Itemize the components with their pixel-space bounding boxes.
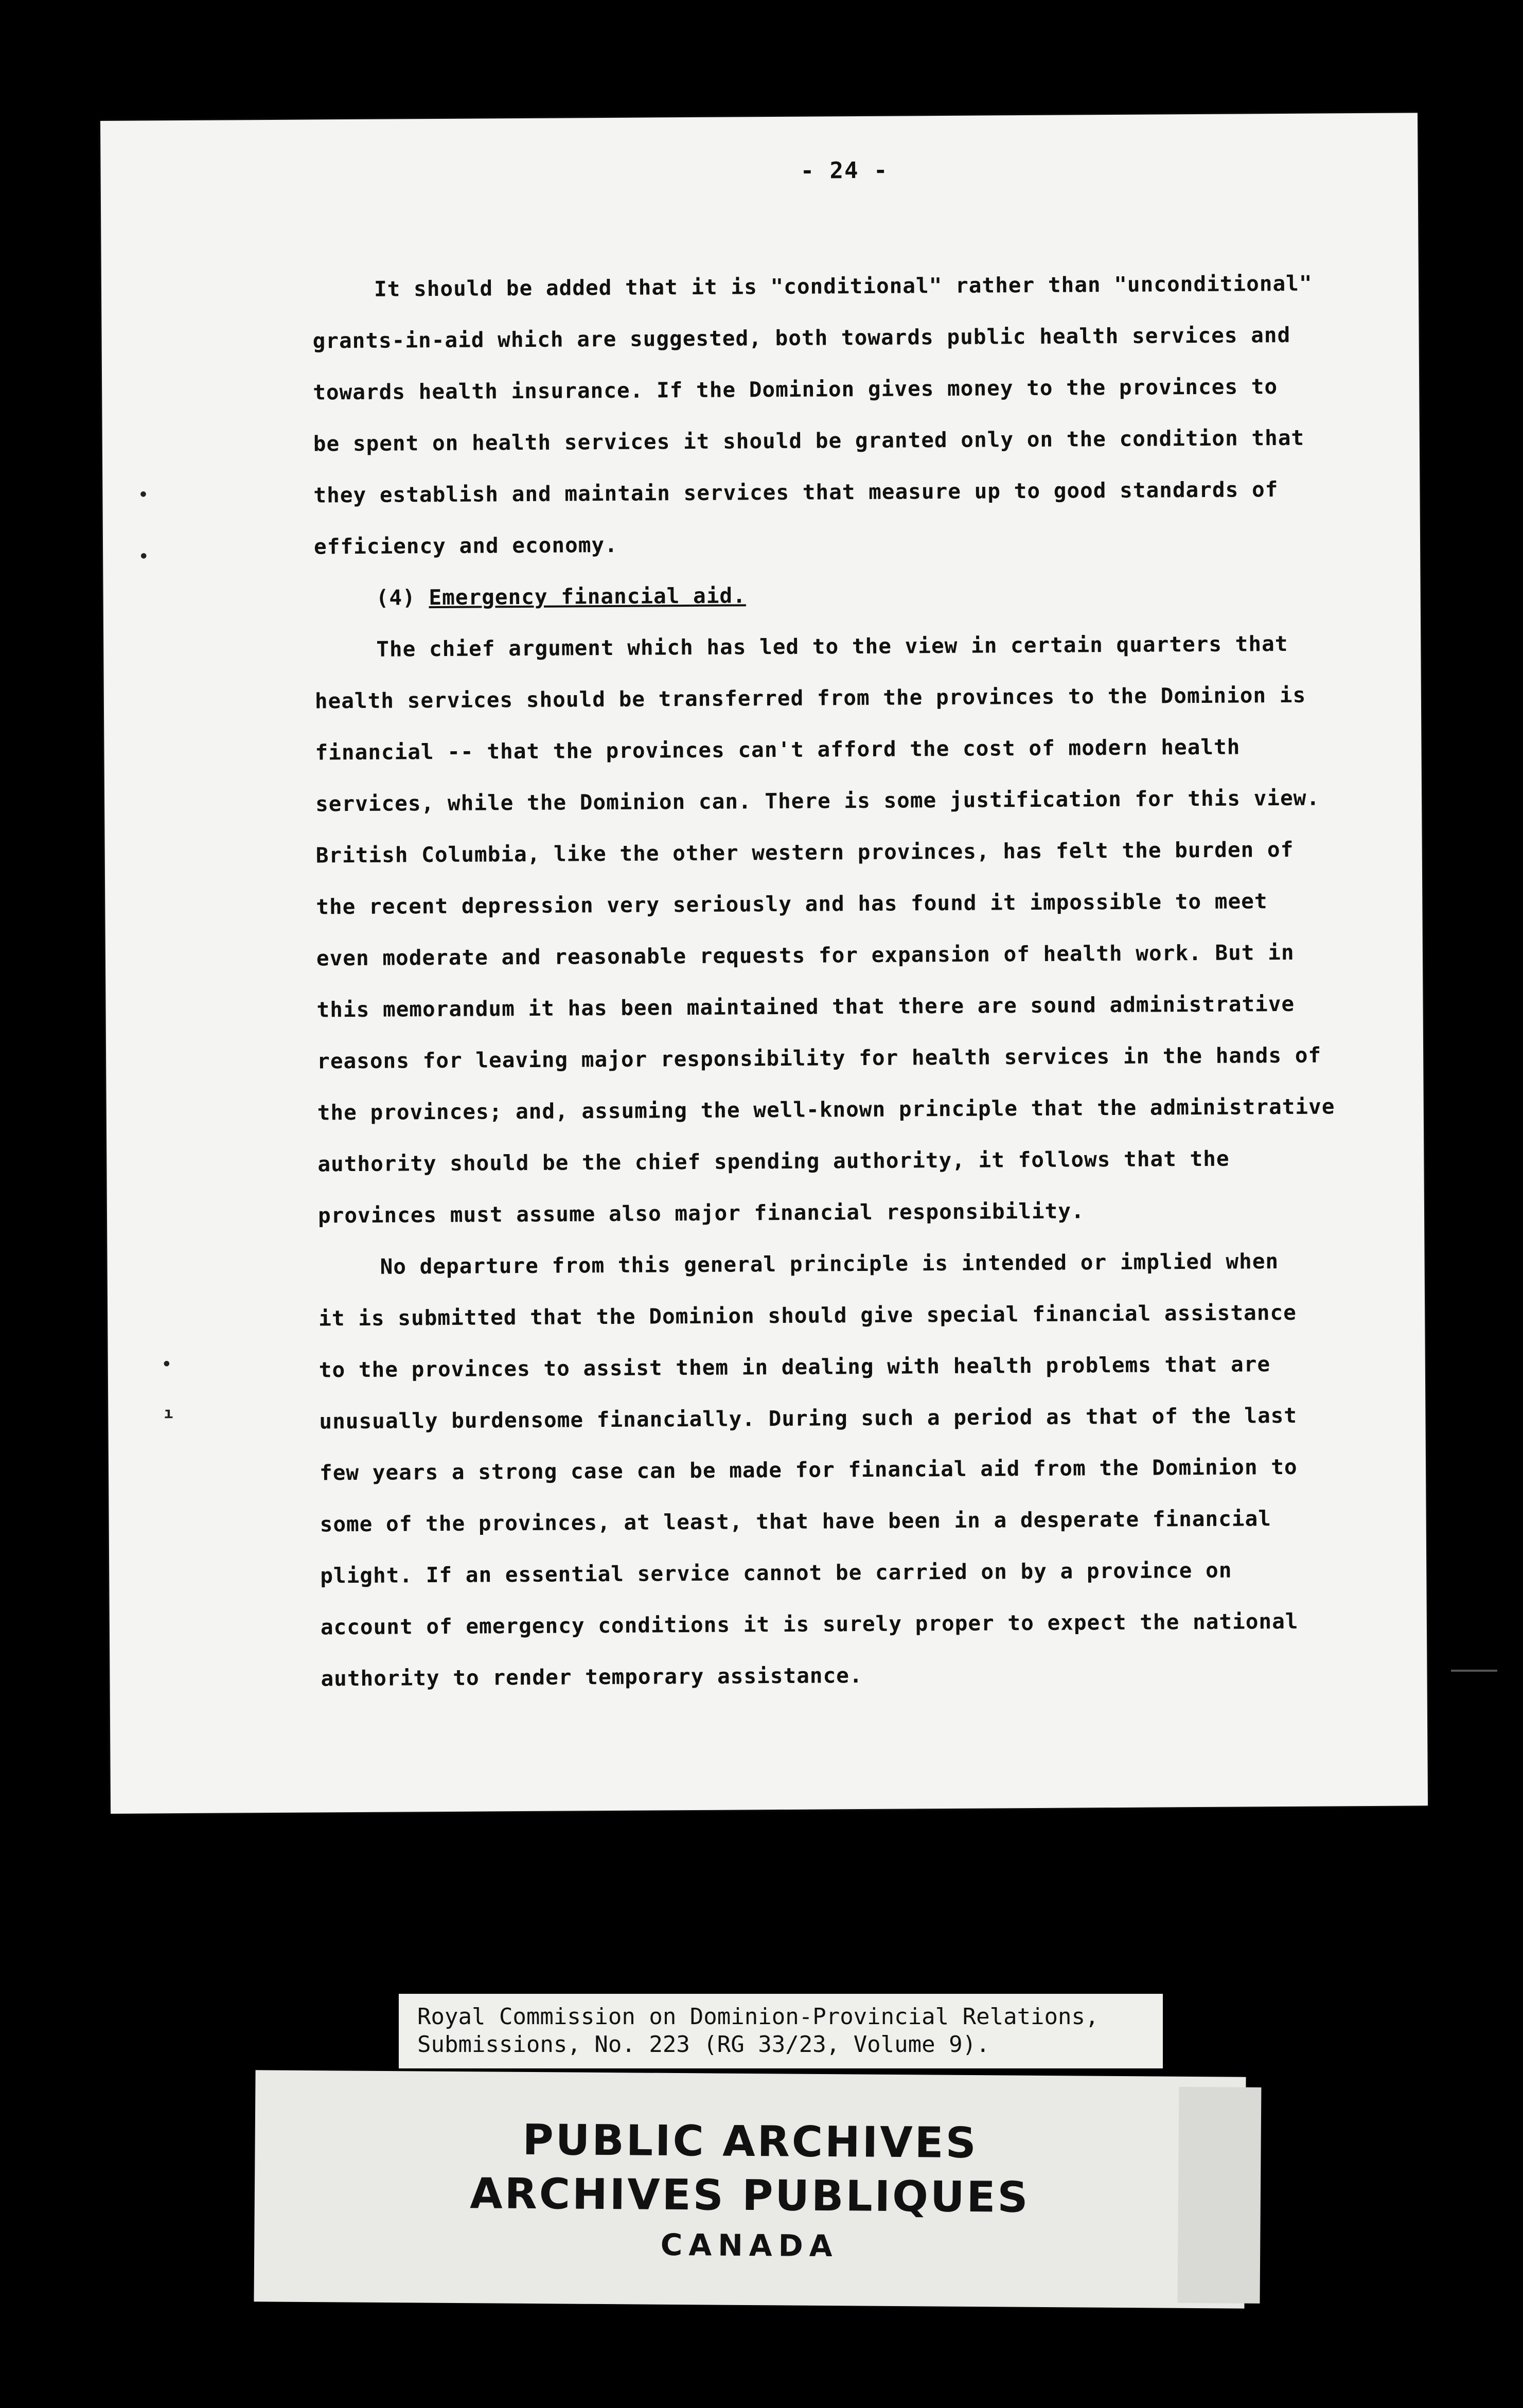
stamp-line: CANADA — [660, 2227, 839, 2264]
caption-line: Royal Commission on Dominion-Provincial Relations, — [417, 2004, 1099, 2030]
text-line: unusually burdensome financially. During such a period as that of the last — [319, 1403, 1298, 1434]
text-line: the provinces; and, assuming the well-known principle that the administrative — [317, 1094, 1335, 1125]
section-number: (4) — [376, 585, 429, 610]
text-line: this memorandum it has been maintained that there are sound administrative — [316, 991, 1295, 1022]
margin-mark: ı — [164, 1404, 173, 1423]
text-line: reasons for leaving major responsibility for health services in the hands of — [317, 1042, 1322, 1074]
text-line: plight. If an essential service cannot be carried on by a province on — [320, 1557, 1232, 1588]
section-heading — [314, 566, 1364, 624]
text-line: grants-in-aid which are suggested, both towards public health services and — [312, 322, 1291, 353]
text-line: it is submitted that the Dominion should give special financial assistance — [318, 1300, 1297, 1331]
text-line: even moderate and reasonable requests for expansion of health work. But in — [316, 940, 1295, 971]
stamp-line: ARCHIVES PUBLIQUES — [469, 2169, 1030, 2222]
margin-dot: • — [138, 486, 148, 504]
text-line: authority should be the chief spending authority, it follows that the — [317, 1146, 1230, 1177]
text-line: It should be added that it is "conditional" rather than "unconditional" — [374, 271, 1313, 302]
text-line: services, while the Dominion can. There is some justification for this view. — [315, 785, 1320, 817]
text-line: No departure from this general principle is intended or implied when — [380, 1249, 1279, 1279]
text-line: financial -- that the provinces can't afford the cost of modern health — [315, 734, 1241, 765]
text-line: some of the provinces, at least, that have been in a desperate financial — [320, 1506, 1272, 1537]
text-line: they establish and maintain services that measure up to good standards of — [313, 477, 1279, 508]
stamp-line: PUBLIC ARCHIVES — [522, 2115, 979, 2168]
margin-dot: • — [139, 547, 149, 566]
text-line: British Columbia, like the other western provinces, has felt the burden of — [315, 837, 1294, 868]
text-line: few years a strong case can be made for financial aid from the Dominion to — [319, 1454, 1298, 1485]
text-line: The chief argument which has led to the view in certain quarters that — [376, 631, 1288, 662]
film-scratch — [1451, 1670, 1497, 1672]
text-line: account of emergency conditions it is surely proper to expect the national — [320, 1608, 1299, 1640]
caption-line: Submissions, No. 223 (RG 33/23, Volume 9). — [417, 2031, 990, 2058]
text-line: authority to render temporary assistance. — [321, 1663, 863, 1691]
document-page — [100, 113, 1428, 1814]
text-line: provinces must assume also major financial responsibility. — [317, 1198, 1085, 1228]
margin-dot: • — [162, 1355, 171, 1374]
text-line: towards health insurance. If the Dominion gives money to the provinces to — [313, 374, 1278, 405]
archive-caption — [399, 1994, 1163, 2068]
document-body — [312, 257, 1371, 1704]
text-line: be spent on health services it should be granted only on the condition that — [313, 425, 1305, 456]
text-line: to the provinces to assist them in dealing with health problems that are — [318, 1352, 1271, 1383]
text-line: the recent depression very seriously and has found it impossible to meet — [316, 889, 1268, 919]
page-number: - 24 - — [800, 157, 889, 184]
text-line: health services should be transferred from the provinces to the Dominion is — [314, 682, 1306, 714]
archives-stamp — [254, 2070, 1246, 2308]
section-title: Emergency financial aid. — [429, 583, 746, 610]
text-line: efficiency and economy. — [313, 532, 618, 559]
